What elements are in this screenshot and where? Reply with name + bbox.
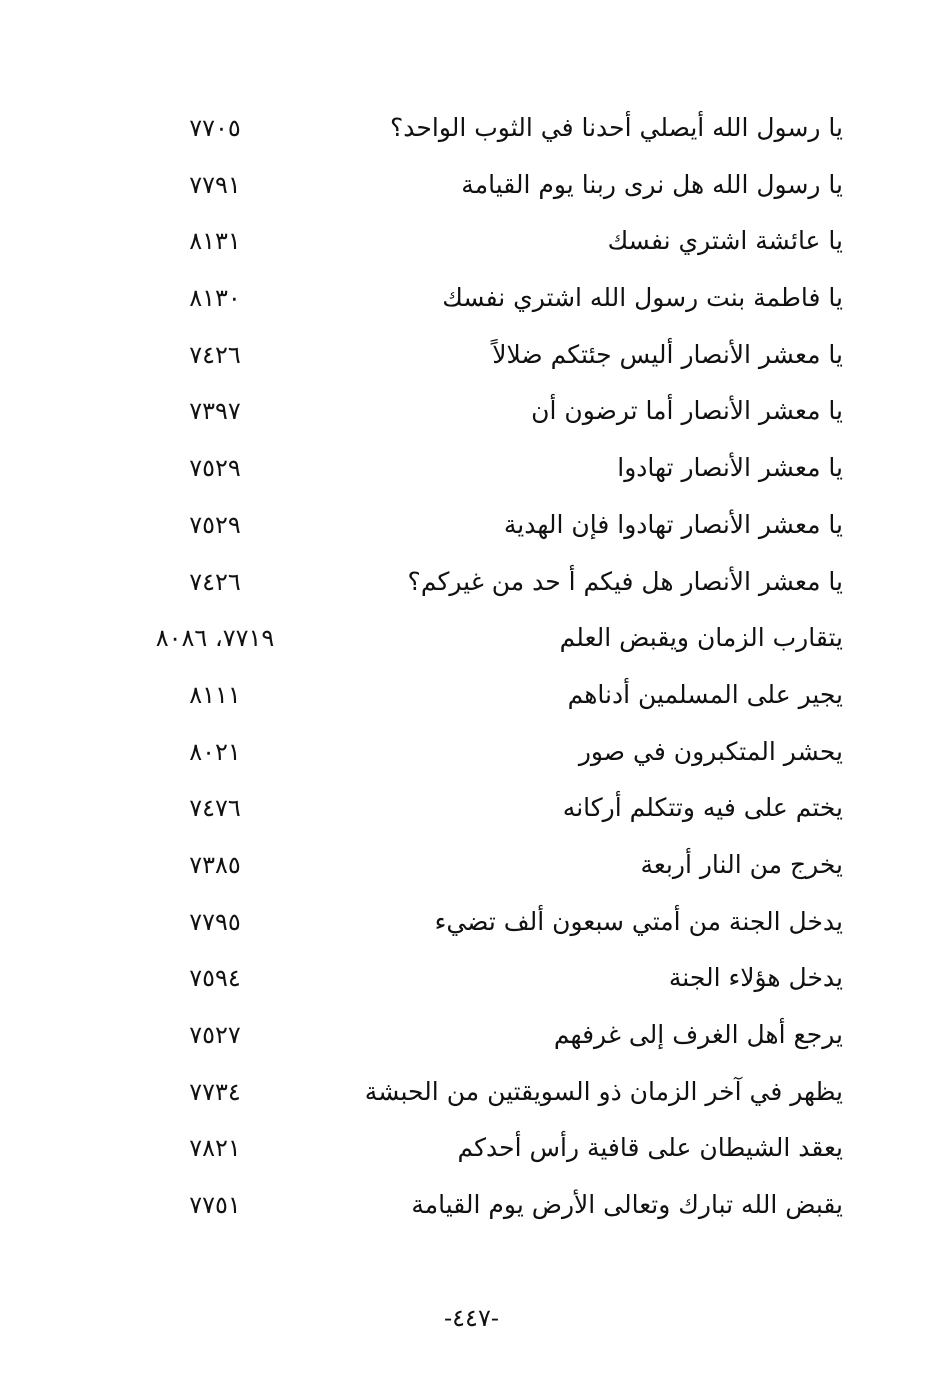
entry-reference: ٧٤٢٦ [189,340,241,369]
entry-text: يدخل هؤلاء الجنة [668,963,843,993]
index-entry [0,215,943,272]
entry-reference: ٧٥٩٤ [189,964,241,993]
entry-reference: ٧٧٥١ [189,1191,241,1220]
entry-text: يتقارب الزمان ويقبض العلم [559,623,843,653]
page-number: -٤٤٧- [444,1304,499,1332]
entry-text: يا معشر الأنصار تهادوا فإن الهدية [503,509,843,539]
hadith-index-list [0,102,943,1236]
entry-reference: ٧٤٢٦ [189,567,241,596]
entry-reference: ٨١٣٠ [189,284,241,313]
entry-reference: ٨١١١ [189,680,241,709]
index-entry [0,669,943,726]
index-entry [0,839,943,896]
index-entry [0,952,943,1009]
index-entry [0,499,943,556]
entry-text: يرجع أهل الغرف إلى غرفهم [553,1020,843,1049]
entry-reference: ٧٤٧٦ [189,794,241,823]
entry-text: يخرج من النار أربعة [640,849,843,879]
entry-reference: ٨٠٢١ [189,737,241,766]
index-entry [0,442,943,499]
entry-text: يا رسول الله هل نرى ربنا يوم القيامة [461,169,843,199]
entry-reference: ٧٧٩١ [189,170,241,199]
entry-text: يا رسول الله أيصلي أحدنا في الثوب الواحد؟ [390,113,843,142]
entry-reference: ٧٨٢١ [189,1134,241,1163]
entry-text: يا فاطمة بنت رسول الله اشتري نفسك [442,283,843,313]
entry-text: يقبض الله تبارك وتعالى الأرض يوم القيامة [411,1190,843,1220]
entry-text: يا عائشة اشتري نفسك [607,226,843,256]
entry-text: يا معشر الأنصار تهادوا [617,453,843,483]
index-entry [0,726,943,783]
index-entry [0,1009,943,1066]
entry-reference: ٧٣٩٧ [189,397,241,426]
entry-reference: ٨١٣١ [189,227,241,256]
entry-reference: ٧٧١٩، ٨٠٨٦ [155,624,275,653]
index-entry [0,102,943,159]
entry-text: يا معشر الأنصار هل فيكم أ حد من غيركم؟ [407,566,843,596]
index-entry [0,1122,943,1179]
entry-reference: ٧٧٣٤ [189,1077,241,1106]
index-entry [0,782,943,839]
index-entry [0,556,943,613]
entry-reference: ٧٥٢٧ [189,1021,241,1049]
entry-text: يجير على المسلمين أدناهم [567,679,843,709]
entry-reference: ٧٥٢٩ [189,454,241,483]
entry-reference: ٧٧٠٥ [189,114,241,142]
index-entry [0,1179,943,1236]
entry-text: يعقد الشيطان على قافية رأس أحدكم [457,1133,843,1163]
entry-reference: ٧٧٩٥ [189,907,241,936]
entry-reference: ٧٥٢٩ [189,510,241,539]
entry-text: يختم على فيه وتتكلم أركانه [562,793,843,823]
entry-text: يا معشر الأنصار أما ترضون أن [531,396,843,426]
index-entry [0,1066,943,1123]
entry-text: يحشر المتكبرون في صور [578,736,843,766]
index-entry [0,385,943,442]
index-entry [0,272,943,329]
entry-text: يدخل الجنة من أمتي سبعون ألف تضيء [434,906,843,936]
index-entry [0,612,943,669]
index-entry [0,896,943,953]
index-entry [0,159,943,216]
entry-reference: ٧٣٨٥ [189,850,241,879]
index-entry [0,329,943,386]
entry-text: يظهر في آخر الزمان ذو السويقتين من الحبشة [364,1076,843,1106]
entry-text: يا معشر الأنصار أليس جئتكم ضلالاً [492,339,843,369]
